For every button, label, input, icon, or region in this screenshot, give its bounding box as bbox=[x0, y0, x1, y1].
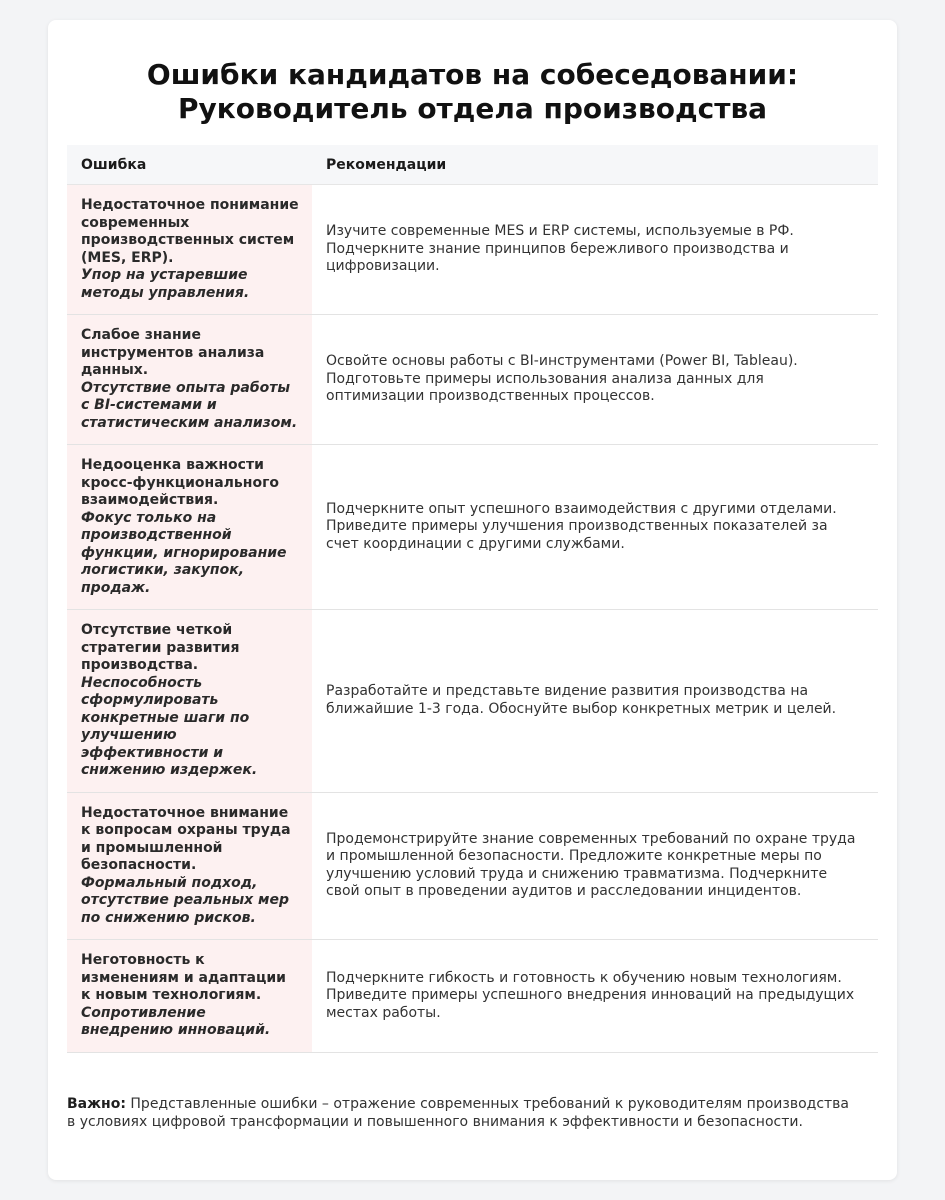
mistake-title: Недооценка важности кросс-функционального взаимодействия. bbox=[81, 457, 279, 508]
recommendation-cell: Изучите современные MES и ERP системы, используемые в РФ. Подчеркните знание принципов бережливого производства и цифровизации. bbox=[312, 185, 878, 315]
note-text: Представленные ошибки – отражение современных требований к руководителям производства в условиях цифровой трансформации и повышенного внимания к эффективности и безопасности. bbox=[67, 1096, 850, 1130]
recommendation-cell: Освойте основы работы с BI-инструментами (Power BI, Tableau). Подготовьте примеры использования анализа данных для оптимизации производственных процессов. bbox=[312, 315, 878, 445]
header-recommendation: Рекомендации bbox=[312, 145, 878, 185]
mistake-title: Недостаточное понимание современных производственных систем (MES, ERP). bbox=[81, 197, 299, 266]
table-row bbox=[67, 445, 878, 610]
mistakes-table bbox=[67, 145, 878, 1053]
mistake-title: Недостаточное внимание к вопросам охраны труда и промышленной безопасности. bbox=[81, 804, 291, 873]
mistake-title: Отсутствие четкой стратегии развития производства. bbox=[81, 622, 240, 673]
title-line-1: Ошибки кандидатов на собеседовании: bbox=[146, 58, 799, 91]
recommendation-cell: Разработайте и представьте видение развития производства на ближайшие 1-3 года. Обоснуйте выбор конкретных метрик и целей. bbox=[312, 610, 878, 793]
mistake-cell bbox=[67, 940, 312, 1053]
mistake-detail: Неспособность сформулировать конкретные шаги по улучшению эффективности и снижению издержек. bbox=[81, 674, 258, 778]
title-line-2: Руководитель отдела производства bbox=[177, 92, 768, 125]
mistake-cell bbox=[67, 792, 312, 940]
header-mistake: Ошибка bbox=[67, 145, 312, 185]
mistake-detail: Фокус только на производственной функции, игнорирование логистики, закупок, продаж. bbox=[81, 509, 287, 596]
recommendation-cell: Продемонстрируйте знание современных требований по охране труда и промышленной безопасности. Предложите конкретные меры по улучшению условий труда и снижению травматизма. Подчеркните свой опыт в проведении аудитов и расследовании инцидентов. bbox=[312, 792, 878, 940]
mistake-cell bbox=[67, 315, 312, 445]
mistake-cell bbox=[67, 185, 312, 315]
table-header-row bbox=[67, 145, 878, 185]
recommendation-cell: Подчеркните гибкость и готовность к обучению новым технологиям. Приведите примеры успешного внедрения инноваций на предыдущих местах работы. bbox=[312, 940, 878, 1053]
document-card bbox=[48, 20, 897, 1180]
mistake-detail: Отсутствие опыта работы с BI-системами и статистическим анализом. bbox=[81, 379, 298, 431]
table-row bbox=[67, 185, 878, 315]
table-row bbox=[67, 610, 878, 793]
recommendation-cell: Подчеркните опыт успешного взаимодействия с другими отделами. Приведите примеры улучшения производственных показателей за счет координации с другими службами. bbox=[312, 445, 878, 610]
table-row bbox=[67, 315, 878, 445]
mistake-cell bbox=[67, 445, 312, 610]
mistake-detail: Упор на устаревшие методы управления. bbox=[81, 267, 250, 301]
note-label: Важно: bbox=[67, 1096, 126, 1112]
mistake-title: Слабое знание инструментов анализа данных. bbox=[81, 327, 265, 378]
mistake-title: Неготовность к изменениям и адаптации к новым технологиям. bbox=[81, 952, 286, 1003]
mistake-cell bbox=[67, 610, 312, 793]
mistake-detail: Формальный подход, отсутствие реальных мер по снижению рисков. bbox=[81, 874, 289, 926]
page-title bbox=[48, 20, 897, 126]
important-note bbox=[67, 1096, 857, 1131]
table-row bbox=[67, 940, 878, 1053]
table-row bbox=[67, 792, 878, 940]
mistake-detail: Сопротивление внедрению инноваций. bbox=[81, 1004, 271, 1038]
